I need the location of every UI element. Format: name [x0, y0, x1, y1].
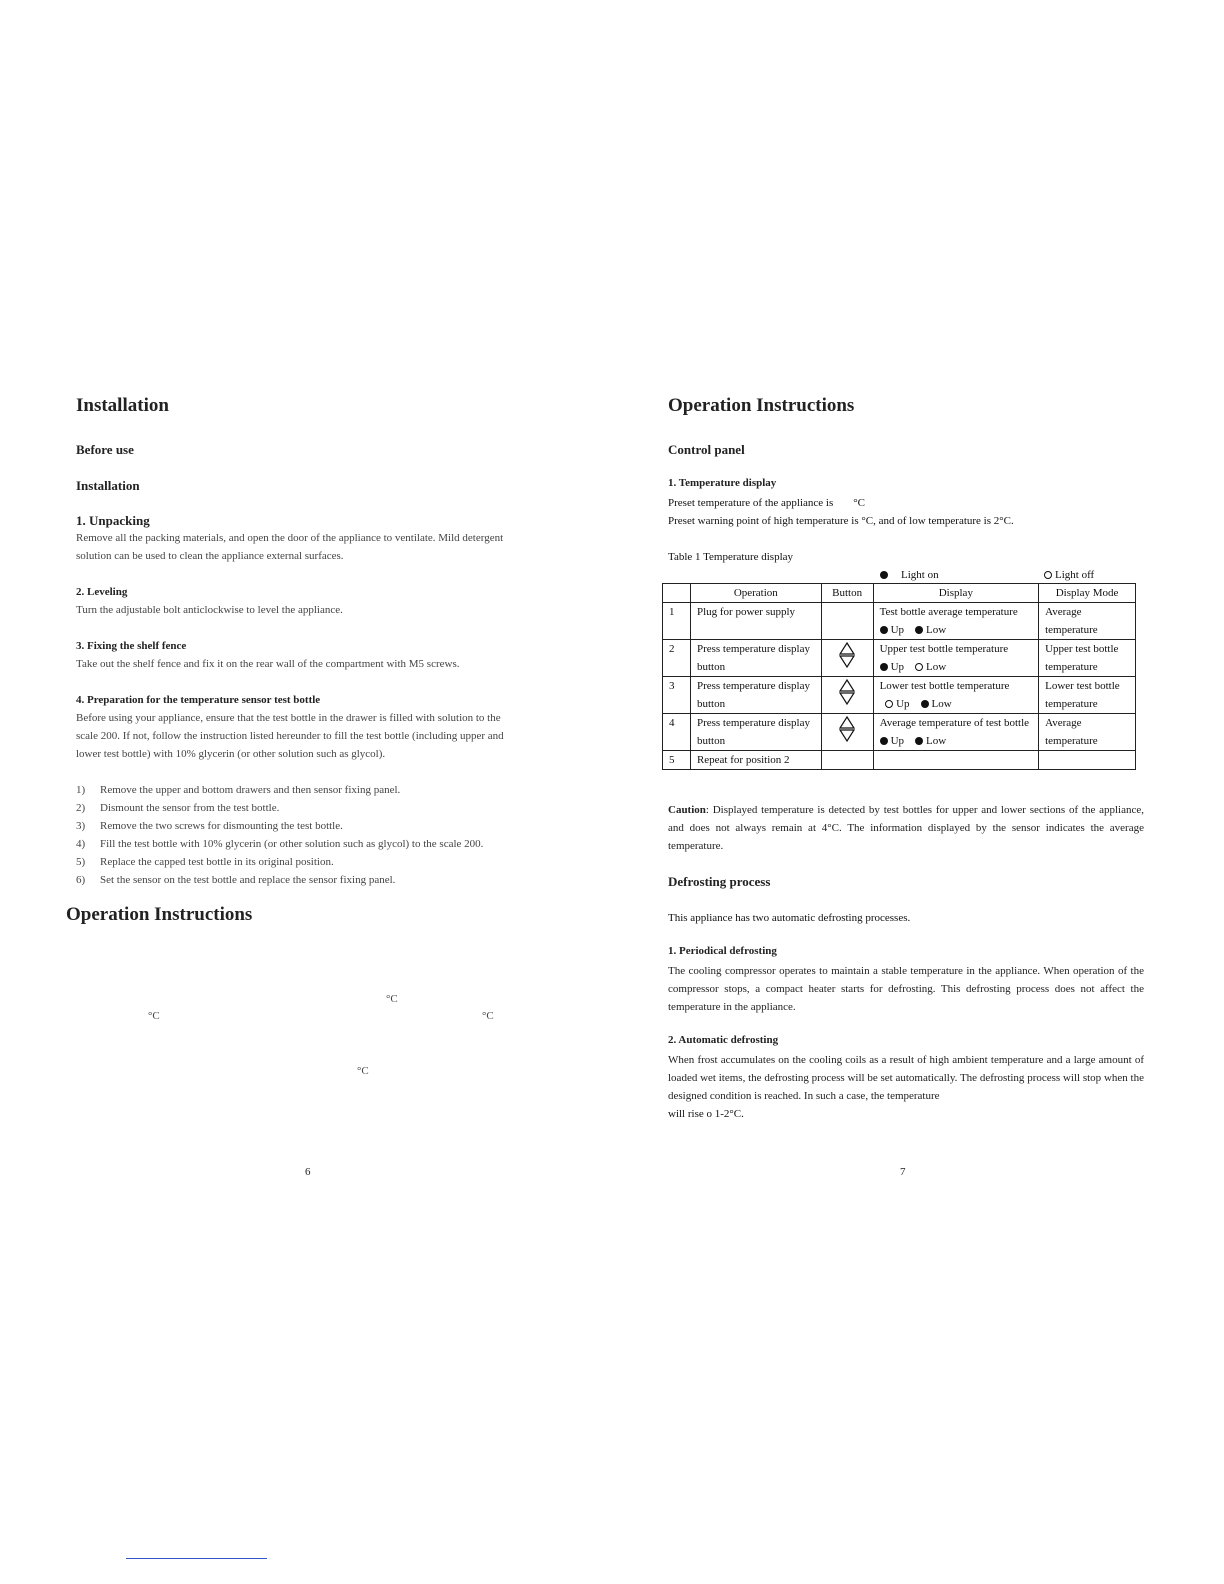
table-row: 2 Press temperature display button Upper test bottle temperature Up Low Upper test bottle temperature: [663, 640, 1136, 677]
filled-dot-icon: [880, 571, 888, 579]
periodical-defrosting-heading: 1. Periodical defrosting: [668, 945, 777, 957]
legend-light-off: Light off: [1044, 566, 1094, 584]
leveling-text: Turn the adjustable bolt anticlockwise to level the appliance.: [76, 604, 343, 616]
filled-dot-icon: [921, 700, 929, 708]
shelf-fence-heading: 3. Fixing the shelf fence: [76, 640, 187, 652]
sensor-bottle-line-3: lower test bottle) with 10% glycerin (or other solution such as glycol).: [76, 748, 386, 760]
temperature-display-heading: 1. Temperature display: [668, 477, 777, 489]
defrosting-heading: Defrosting process: [668, 874, 771, 889]
shelf-fence-text: Take out the shelf fence and fix it on the rear wall of the compartment with M5 screws.: [76, 658, 460, 670]
automatic-defrosting-text: When frost accumulates on the cooling coils as a result of high ambient temperature and a large amount of loaded wet items, the defrosting process will be set automatically. The defrosting process will stop when the designed condition is reached. In such a case, the temperature: [668, 1054, 1144, 1102]
before-use-heading: Before use: [76, 442, 134, 457]
temperature-display-table: [662, 583, 1136, 770]
table-row: 3 Press temperature display button Lower test bottle temperature Up Low Lower test bottle temperature: [663, 677, 1136, 714]
degree-mark: °C: [482, 1010, 494, 1022]
unpacking-line-2: solution can be used to clean the appliance external surfaces.: [76, 550, 344, 562]
filled-dot-icon: [880, 626, 888, 634]
legend-light-on: Light on: [880, 566, 939, 584]
filled-dot-icon: [915, 737, 923, 745]
steps-list: [76, 781, 483, 889]
degree-mark: °C: [148, 1010, 160, 1022]
sensor-bottle-heading: 4. Preparation for the temperature sensor test bottle: [76, 694, 321, 706]
table-row: 1 Plug for power supply Test bottle average temperature Up Low Average temperature: [663, 603, 1136, 640]
filled-dot-icon: [880, 737, 888, 745]
table-row: 4 Press temperature display button Average temperature of test bottle Up Low Average temperature: [663, 714, 1136, 751]
header-display: Display: [873, 584, 1039, 603]
header-button: Button: [821, 584, 873, 603]
footnote-separator: [126, 1558, 267, 1559]
list-item: 3) Remove the two screws for dismounting the test bottle.: [76, 820, 343, 832]
empty-circle-icon: [885, 700, 893, 708]
degree-mark: °C: [386, 993, 398, 1005]
left-operation-title: Operation Instructions: [66, 904, 253, 925]
installation-heading: Installation: [76, 478, 140, 493]
table-row: 5 Repeat for position 2: [663, 751, 1136, 770]
list-item: 4) Fill the test bottle with 10% glycerin (or other solution such as glycol) to the scale 200.: [76, 838, 484, 850]
temperature-button-icon: [837, 640, 857, 670]
page-number: 7: [900, 1166, 906, 1178]
list-item: 5) Replace the capped test bottle in its original position.: [76, 856, 334, 868]
filled-dot-icon: [880, 663, 888, 671]
preset-warning-line: Preset warning point of high temperature is °C, and of low temperature is 2°C.: [668, 515, 1014, 527]
unpacking-text: [76, 529, 554, 565]
list-item: 1) Remove the upper and bottom drawers and then sensor fixing panel.: [76, 784, 401, 796]
table-caption: Table 1 Temperature display: [668, 551, 794, 563]
temperature-button-icon: [837, 714, 857, 744]
preset-temperature-line: Preset temperature of the appliance is °C: [668, 497, 865, 509]
temperature-button-icon: [837, 677, 857, 707]
leveling-heading: 2. Leveling: [76, 586, 128, 598]
filled-dot-icon: [915, 626, 923, 634]
sensor-bottle-line-1: Before using your appliance, ensure that the test bottle in the drawer is filled with solution to the: [76, 712, 501, 724]
list-item: 2) Dismount the sensor from the test bottle.: [76, 802, 280, 814]
caution-paragraph: Caution: Displayed temperature is detected by test bottles for upper and lower sections of the appliance, and does not always remain at 4°C. The information displayed by the sensor indicates the average temperature.: [668, 804, 1144, 852]
unpacking-line-1: Remove all the packing materials, and open the door of the appliance to ventilate. Mild detergent: [76, 532, 504, 544]
empty-circle-icon: [1044, 571, 1052, 579]
degree-mark: °C: [357, 1065, 369, 1077]
empty-circle-icon: [915, 663, 923, 671]
periodical-defrosting-text: The cooling compressor operates to maintain a stable temperature in the appliance. When operation of the compressor stops, a compact heater starts for defrosting. This defrosting process does not affect the temperature in the appliance.: [668, 965, 1144, 1013]
left-page-title: Installation: [76, 395, 169, 416]
caution-label: Caution: [668, 804, 706, 816]
control-panel-heading: Control panel: [668, 442, 745, 457]
unpacking-heading: 1. Unpacking: [76, 513, 150, 528]
automatic-defrosting-last-line: will rise o 1-2°C.: [668, 1108, 744, 1120]
right-page-title: Operation Instructions: [668, 395, 855, 416]
sensor-bottle-line-2: scale 200. If not, follow the instruction listed hereunder to fill the test bottle (including upper and: [76, 730, 504, 742]
defrosting-intro: This appliance has two automatic defrosting processes.: [668, 912, 911, 924]
header-operation: Operation: [690, 584, 821, 603]
sensor-bottle-text: [76, 709, 554, 763]
header-display-mode: Display Mode: [1039, 584, 1136, 603]
page-number: 6: [305, 1166, 311, 1178]
list-item: 6) Set the sensor on the test bottle and replace the sensor fixing panel.: [76, 874, 396, 886]
table-header-row: [663, 584, 1136, 603]
automatic-defrosting-heading: 2. Automatic defrosting: [668, 1034, 779, 1046]
